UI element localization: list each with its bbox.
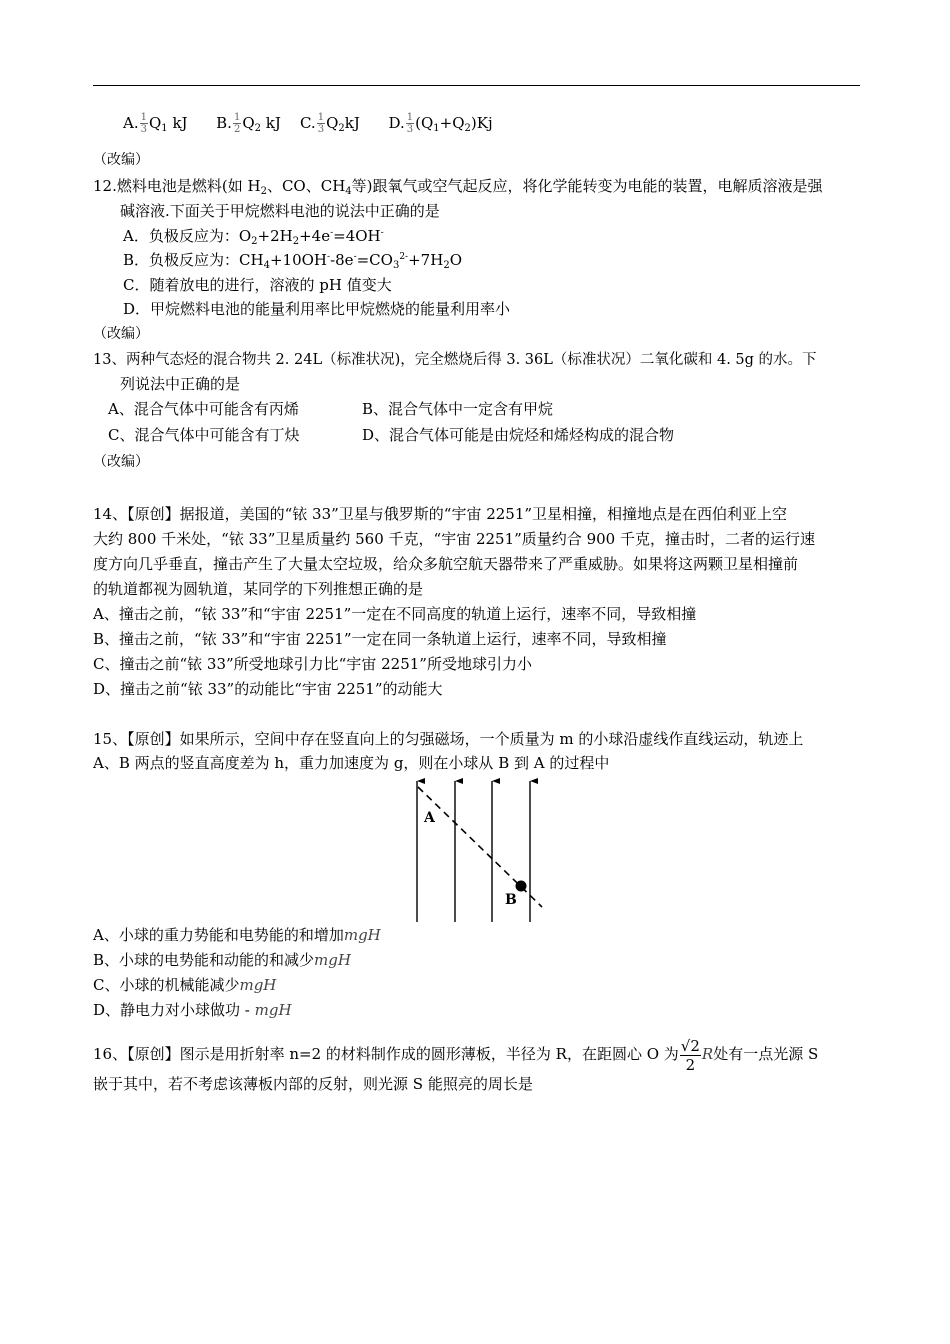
sqrt2-over-2-fraction: $\frac{√2}{2}$ [680,1036,700,1074]
tag-gaibian: （改编） [93,326,149,342]
q14-option-d: D、撞击之前“铱 33”的动能比“宇宙 2251”的动能大 [93,680,443,698]
q13-stem-line1: 13、两种气态烃的混合物共 2. 24L（标准状况)，完全燃烧后得 3. 36L（标准状况）二氧化碳和 4. 5g 的水。下 [93,352,817,368]
q15-option-b: B、小球的电势能和动能的和减少mgH [93,951,351,969]
q12-option-b: B．负极反应为：$CH_4+10OH^--8e^-=CO_3^{2-}+7H_2O$ [123,251,462,271]
q14-stem-line4: 的轨道都视为圆轨道，某同学的下列推想正确的是 [93,580,424,598]
fraction: $\frac{1}{2}$ [233,112,241,135]
fraction: $\frac{1}{3}$ [140,112,147,135]
tag-gaibian: （改编） [93,454,149,470]
q13-stem-line2: 列说法中正确的是 [120,375,241,393]
q16-stem-line1: 16、【原创】图示是用折射率 n=2 的材料制作成的圆形薄板，半径为 R，在距圆心 O 为 $\frac{√2}{2}$ R处有一点光源 S [93,1036,819,1074]
fraction: $\frac{1}{3}$ [317,112,325,135]
tag-gaibian: （改编） [93,152,149,168]
q14-option-c: C、撞击之前“铱 33”所受地球引力比“宇宙 2251”所受地球引力小 [93,655,532,673]
header-rule [93,85,860,86]
q14-stem-line3: 度方向几乎垂直，撞击产生了大量太空垃圾，给众多航空航天器带来了严重威胁。如果将这两颗卫星相撞前 [93,555,799,573]
q14-stem-line2: 大约 800 千米处，“铱 33”卫星质量约 560 千克，“宇宙 2251”质量约合 900 千克，撞击时，二者的运行速 [93,530,815,548]
q15-option-d: D、静电力对小球做功 - mgH [93,1001,292,1019]
figure-label-a: A [424,810,435,826]
fraction: $\frac{1}{3}$ [406,112,414,135]
q14-option-a: A、撞击之前，“铱 33”和“宇宙 2251”一定在不同高度的轨道上运行，速率不同，导致相撞 [93,605,697,623]
q15-option-c: C、小球的机械能减少mgH [93,976,277,994]
q13-option-c: C、混合气体中可能含有丁炔 [108,426,300,444]
q15-stem-line1: 15、【原创】如果所示，空间中存在竖直向上的匀强磁场，一个质量为 m 的小球沿虚线作直线运动，轨迹上 [93,730,804,748]
q11-option-a: A. $\frac{1}{3}$ $Q_1$ kJ [123,112,188,135]
q12-option-c: C．随着放电的进行，溶液的 pH 值变大 [123,276,392,294]
q12-stem-line2: 碱溶液.下面关于甲烷燃料电池的说法中正确的是 [120,202,440,220]
q12-option-d: D．甲烷燃料电池的能量利用率比甲烷燃烧的能量利用率小 [123,300,511,318]
q13-option-a: A、混合气体中可能含有丙烯 [108,400,299,418]
q11-option-d: D. $\frac{1}{3}$ $(Q_1+Q_2)Kj$ [388,112,493,135]
q16-stem-line2: 嵌于其中，若不考虑该薄板内部的反射，则光源 S 能照亮的周长是 [93,1075,533,1093]
q12-stem-line1: 12.燃料电池是燃料(如 $H_2$、CO、$CH_4$等)跟氧气或空气起反应，将化学能转变为电能的装置，电解质溶液是强 [93,177,823,197]
q14-option-b: B、撞击之前，“铱 33”和“宇宙 2251”一定在同一条轨道上运行，速率不同，导致相撞 [93,630,667,648]
q11-option-c: C. $\frac{1}{3}$ $Q_2kJ$ [299,112,360,135]
q13-option-b: B、混合气体中一定含有甲烷 [362,400,554,418]
q15-stem-line2: A、B 两点的竖直高度差为 h，重力加速度为 g，则在小球从 B 到 A 的过程中 [93,754,610,772]
q15-option-a: A、小球的重力势能和电势能的和增加mgH [93,926,381,944]
q11-options [123,112,493,135]
magnetic-field-figure [410,777,545,922]
q11-option-b: B. $\frac{1}{2}$ $Q_2$ kJ [216,112,281,135]
q14-stem-line1: 14、【原创】据报道，美国的“铱 33”卫星与俄罗斯的“宇宙 2251”卫星相撞，相撞地点是在西伯利亚上空 [93,505,788,523]
q13-option-d: D、混合气体可能是由烷烃和烯烃构成的混合物 [362,426,675,444]
figure-label-b: B [505,892,517,908]
ball [516,881,527,892]
q12-option-a: A．负极反应为：$O_2+2H_2+4e^-=4OH^-$ [123,227,384,247]
